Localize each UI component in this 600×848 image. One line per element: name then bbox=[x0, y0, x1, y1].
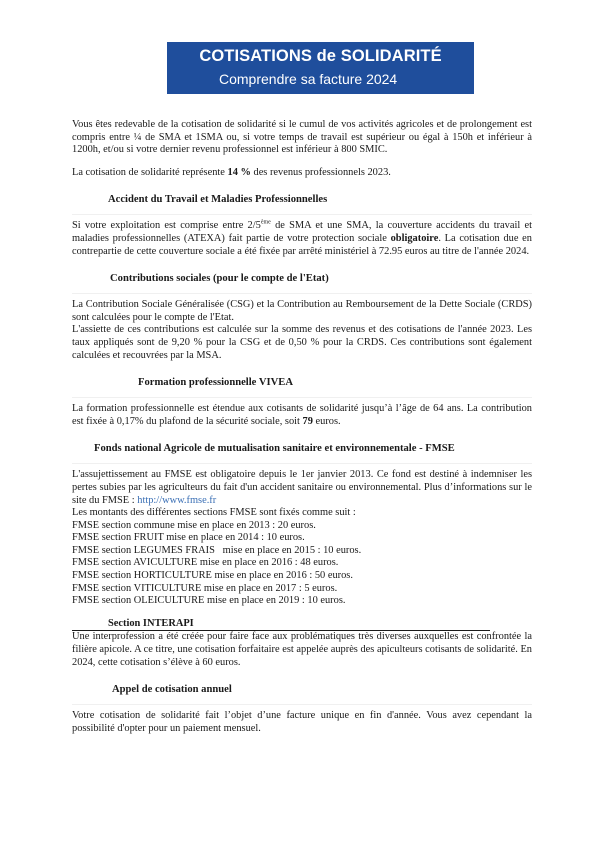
list-item: FMSE section VITICULTURE mise en place en 2017 : 5 euros. bbox=[72, 582, 338, 594]
rate-value: 14 % bbox=[227, 166, 251, 178]
section-divider bbox=[72, 455, 532, 464]
vivea-paragraph bbox=[72, 403, 532, 428]
section-divider bbox=[72, 285, 532, 294]
intro-paragraph: Vous êtes redevable de la cotisation de solidarité si le cumul de vos activités agricoles et de prolongement est compris entre ¼ de SMA et 1SMA ou, si votre temps de travail est supérieur ou égal à 150h et inférieur à 1200h, et/ou si votre dernier revenu professionnel est inférieur à 800 SMIC. bbox=[72, 119, 532, 156]
atexa-text-c: . La cotisation due en contrepartie de cette couverture sociale a été fixée par arrêté ministériel à 72.95 euros au titre de l'année 2024. bbox=[72, 232, 532, 257]
document-subtitle: Comprendre sa facture 2024 bbox=[219, 71, 398, 87]
contributions-paragraph-1: La Contribution Sociale Généralisée (CSG) et la Contribution au Remboursement de la Dette Sociale (CRDS) sont calculées pour le compte de l'Etat. bbox=[72, 299, 532, 323]
section-heading-vivea: Formation professionnelle VIVEA bbox=[138, 377, 293, 389]
section-heading-fmse: Fonds national Agricole de mutualisation sanitaire et environnementale - FMSE bbox=[94, 443, 455, 455]
vivea-amount: 79 bbox=[302, 415, 313, 427]
atexa-mandatory: obligatoire bbox=[390, 232, 439, 244]
section-divider bbox=[72, 389, 532, 398]
atexa-text-b: de SMA et une SMA, la couverture accidents du travail et maladies professionnelles (ATEXA) fait partie de votre protection sociale bbox=[72, 220, 532, 244]
atexa-superscript: ème bbox=[260, 219, 271, 226]
list-item: FMSE section commune mise en place en 2013 : 20 euros. bbox=[72, 519, 316, 531]
section-divider bbox=[72, 206, 532, 215]
section-heading-contributions: Contributions sociales (pour le compte de l'Etat) bbox=[110, 273, 329, 285]
rate-text-before: La cotisation de solidarité représente bbox=[72, 166, 228, 178]
fmse-sections-list bbox=[72, 520, 532, 608]
section-heading-atexa: Accident du Travail et Maladies Professionnelles bbox=[108, 194, 328, 206]
fmse-list-intro: Les montants des différentes sections FMSE sont fixés comme suit : bbox=[72, 507, 356, 519]
section-heading-interapi: Section INTERAPI bbox=[72, 618, 490, 632]
list-item: FMSE section HORTICULTURE mise en place en 2016 : 50 euros. bbox=[72, 570, 353, 582]
list-item: FMSE section LEGUMES FRAIS mise en place en 2015 : 10 euros. bbox=[72, 544, 362, 556]
atexa-text-a: Si votre exploitation est comprise entre 2/5 bbox=[72, 220, 261, 232]
atexa-paragraph bbox=[72, 220, 532, 258]
appel-paragraph: Votre cotisation de solidarité fait l’objet d’une facture unique en fin d'année. Vous avez cependant la possibilité d'opter pour un paiement mensuel. bbox=[72, 710, 532, 734]
list-item: FMSE section FRUIT mise en place en 2014 : 10 euros. bbox=[72, 532, 305, 544]
fmse-link[interactable]: http://www.fmse.fr bbox=[137, 494, 217, 506]
rate-paragraph bbox=[72, 167, 532, 180]
vivea-text: La formation professionnelle est étendue aux cotisants de solidarité jusqu’à l’âge de 64 ans. La contribution est fixée à 0,17% du plafond de la sécurité sociale, soit bbox=[72, 403, 532, 427]
rate-text-after: des revenus professionnels 2023. bbox=[250, 166, 391, 178]
document-title: COTISATIONS de SOLIDARITÉ bbox=[199, 47, 442, 65]
list-item: FMSE section OLEICULTURE mise en place en 2019 : 10 euros. bbox=[72, 595, 346, 607]
document-body bbox=[72, 119, 532, 735]
vivea-text-after: euros. bbox=[312, 415, 341, 427]
section-heading-interapi-wrapper bbox=[72, 618, 532, 632]
fmse-text: L'assujettissement au FMSE est obligatoire depuis le 1er janvier 2013. Ce fond est destiné à indemniser les pertes subies par les agriculteurs du fait d'un accident sanitaire ou environnemental. Plus d’informations sur le site du FMSE : bbox=[72, 469, 532, 506]
fmse-paragraph bbox=[72, 469, 532, 507]
interapi-paragraph: Une interprofession a été créée pour faire face aux problématiques très diverses auxquelles est confrontée la filière apicole. A ce titre, une cotisation forfaitaire est appelée auprès des apiculteurs cotisants de solidarité. En 2024, cette cotisation s’élève à 60 euros. bbox=[72, 631, 532, 668]
section-divider bbox=[72, 696, 532, 705]
header-banner bbox=[167, 42, 474, 94]
list-item: FMSE section AVICULTURE mise en place en 2016 : 48 euros. bbox=[72, 557, 339, 569]
section-heading-appel: Appel de cotisation annuel bbox=[112, 684, 232, 696]
contributions-paragraph-2: L'assiette de ces contributions est calculée sur la somme des revenus et des cotisations de l'année 2023. Les taux appliqués sont de 9,20 % pour la CSG et de 0,50 % pour la CRDS. Ces contributions sont également calculées et recouvrées par la MSA. bbox=[72, 324, 532, 361]
